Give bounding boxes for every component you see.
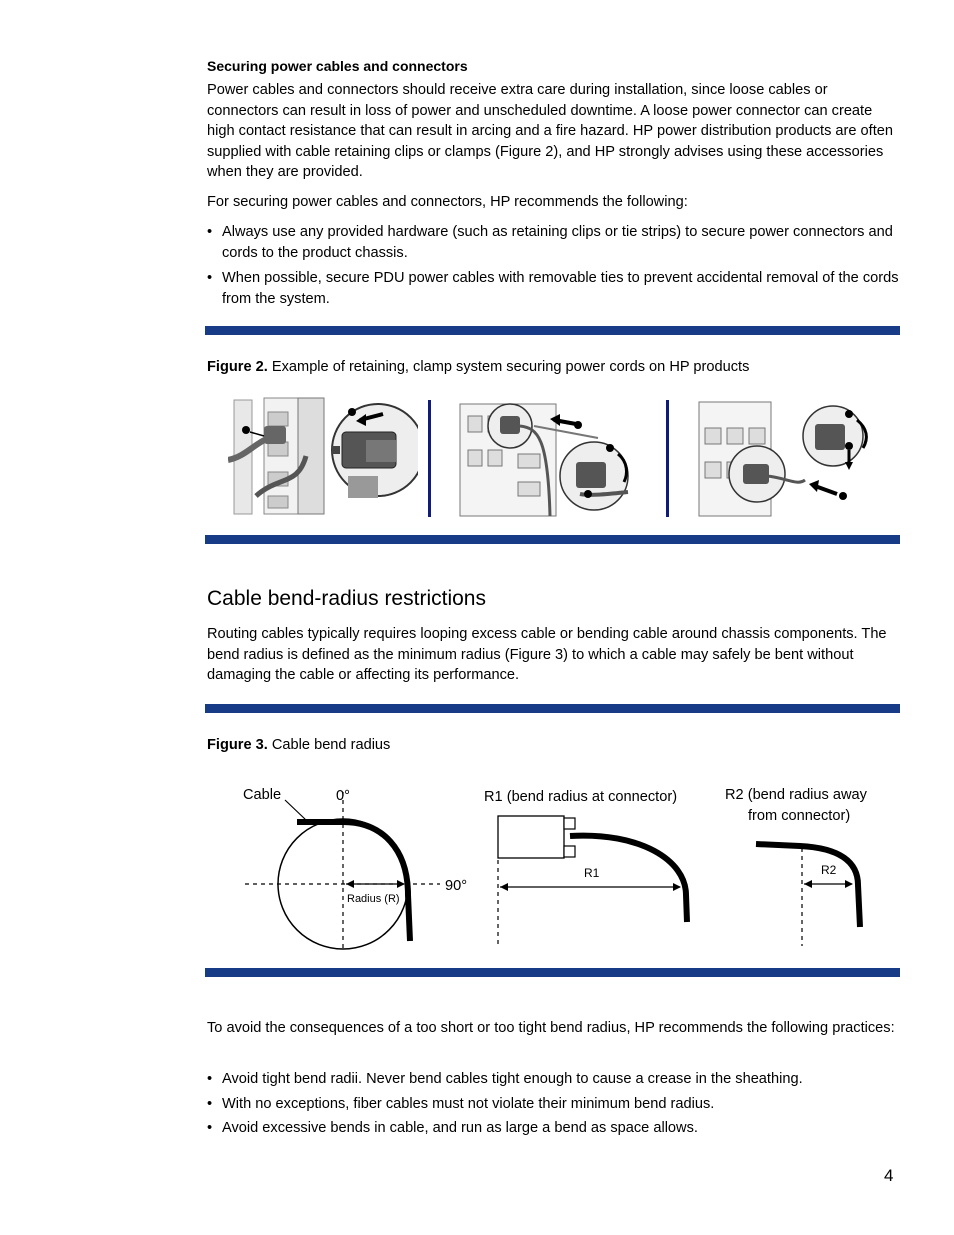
rule-bar xyxy=(205,535,900,544)
cable-pointer xyxy=(285,800,306,820)
r1-label: R1 xyxy=(584,866,600,880)
section-heading: Cable bend-radius restrictions xyxy=(207,587,486,610)
section-title: Securing power cables and connectors xyxy=(207,58,468,74)
clamp-photo-2 xyxy=(458,398,648,518)
connector-pin xyxy=(564,846,575,857)
figure-caption xyxy=(207,737,390,753)
list-item: • When possible, secure PDU power cables with removable ties to prevent accidental removal of the cords from the system. xyxy=(207,270,899,307)
r2-label: R2 xyxy=(821,863,837,877)
clamp-photo-1 xyxy=(228,396,418,518)
list-item: • Avoid excessive bends in cable, and run as large a bend as space allows. xyxy=(207,1120,698,1137)
cable-label: Cable xyxy=(243,787,282,803)
connector-pin xyxy=(564,818,575,829)
rule-bar xyxy=(205,326,900,335)
bullet-list xyxy=(207,1069,902,1139)
list-item: • Always use any provided hardware (such as retaining clips or tie strips) to secure power connectors and cords to the product chassis. xyxy=(207,224,893,261)
figure-divider xyxy=(428,400,431,517)
section-paragraph: Routing cables typically requires looping excess cable or bending cable around chassis components. The bend radius is defined as the minimum radius (Figure 3) to which a cable may safely be bent without damaging the cable or affecting its performance. xyxy=(207,626,887,684)
r1-title: R1 (bend radius at connector) xyxy=(484,789,678,805)
clamp-photo-3 xyxy=(697,398,877,518)
figure-caption-text: Example of retaining, clamp system securing power cords on HP products xyxy=(271,359,750,375)
ninety-degree-label: 90° xyxy=(445,878,468,894)
figure-divider xyxy=(666,400,669,517)
list-item: • Avoid tight bend radii. Never bend cables tight enough to cause a crease in the sheathing. xyxy=(207,1071,803,1087)
page-number: 4 xyxy=(884,1166,894,1185)
zero-degree-label: 0° xyxy=(336,788,350,804)
rule-bar xyxy=(205,968,900,977)
section-paragraph: To avoid the consequences of a too short or too tight bend radius, HP recommends the following practices: xyxy=(207,1020,895,1036)
figure-caption xyxy=(207,359,749,375)
bullet-list xyxy=(207,222,902,309)
r2-title-line2: from connector) xyxy=(748,808,851,824)
radius-label: Radius (R) xyxy=(347,893,400,905)
figure-label: Figure 2. xyxy=(207,359,268,375)
list-item: • With no exceptions, fiber cables must not violate their minimum bend radius. xyxy=(207,1095,715,1112)
r2-title-line1: R2 (bend radius away xyxy=(725,787,867,803)
connector-body xyxy=(498,816,564,858)
section-paragraph: Power cables and connectors should receive extra care during installation, since loose cables or connectors can result in loss of power and unscheduled downtime. A loose power connector can create high contact resistance that can result in arcing and a fire hazard. HP power distribution products are often supplied with cable retaining clips or clamps (Figure 2), and HP strongly advises using these accessories when they are provided. xyxy=(207,82,894,181)
rule-bar xyxy=(205,704,900,713)
figure-caption-text: Cable bend radius xyxy=(271,737,391,753)
section-paragraph: For securing power cables and connectors, HP recommends the following: xyxy=(207,194,688,210)
figure-label: Figure 3. xyxy=(207,737,268,753)
bend-radius-diagram xyxy=(0,770,954,960)
